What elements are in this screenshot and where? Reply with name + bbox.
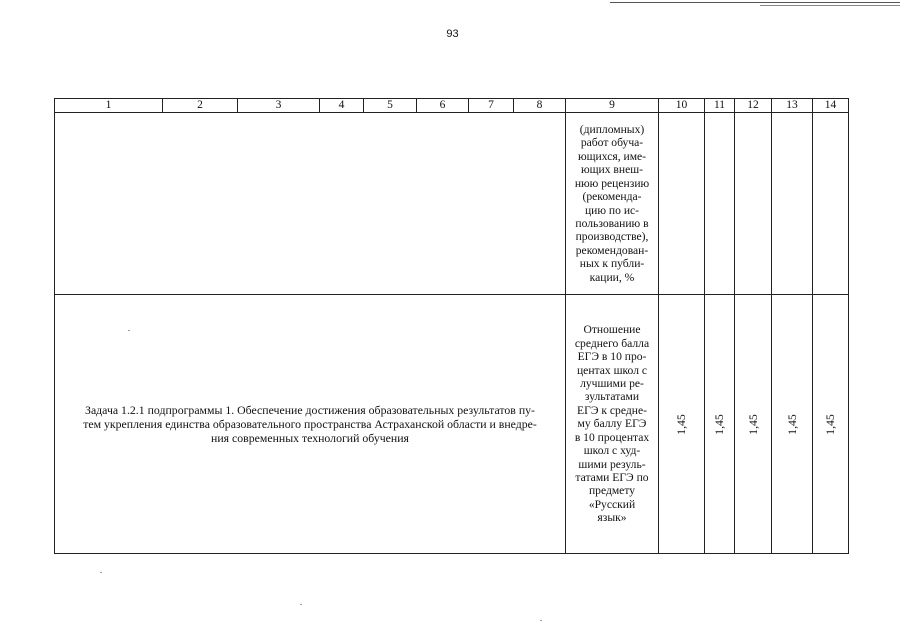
indicator-line: в 10 процентах bbox=[574, 430, 650, 444]
indicator-line: ющих внеш- bbox=[580, 163, 644, 177]
indicator-line: (дипломных) bbox=[579, 123, 645, 137]
value-text: 1,45 bbox=[674, 413, 688, 435]
task-line: ния современных технологий обучения bbox=[211, 431, 409, 445]
indicator-cell bbox=[566, 113, 659, 295]
indicator-table bbox=[54, 98, 849, 554]
header-cell-10: 10 bbox=[659, 99, 705, 113]
header-cell-6: 6 bbox=[417, 99, 469, 113]
value-cell-13 bbox=[772, 113, 813, 295]
header-cell-11: 11 bbox=[705, 99, 735, 113]
indicator-line: пользованию в bbox=[575, 216, 649, 230]
indicator-line: ющихся, име- bbox=[577, 149, 647, 163]
scan-top-rule-secondary bbox=[760, 5, 900, 6]
value-text: 1,45 bbox=[823, 413, 837, 435]
header-cell-9: 9 bbox=[566, 99, 659, 113]
indicator-line: центах школ с bbox=[576, 363, 648, 377]
value-text: 1,45 bbox=[784, 413, 799, 435]
table-row bbox=[55, 113, 849, 295]
scan-speck bbox=[100, 572, 102, 573]
header-cell-7: 7 bbox=[469, 99, 514, 113]
header-row bbox=[55, 99, 849, 113]
indicator-line: «Русский bbox=[588, 497, 636, 511]
indicator-line: лучшими ре- bbox=[580, 377, 644, 391]
header-cell-3: 3 bbox=[238, 99, 320, 113]
indicator-line: предмету bbox=[588, 484, 636, 498]
indicator-line: му баллу ЕГЭ bbox=[577, 417, 647, 431]
table-row bbox=[55, 295, 849, 554]
indicator-line: работ обуча- bbox=[580, 136, 644, 150]
indicator-line: ных к публи- bbox=[579, 257, 645, 271]
value-cell-14 bbox=[813, 113, 849, 295]
header-cell-1: 1 bbox=[55, 99, 163, 113]
task-line: Задача 1.2.1 подпрограммы 1. Обеспечение достижения образовательных результатов пу- bbox=[85, 403, 535, 417]
indicator-line: производстве), bbox=[575, 230, 649, 244]
indicator-line: ЕГЭ к средне- bbox=[577, 403, 647, 417]
page-number: 93 bbox=[446, 28, 459, 40]
scan-speck bbox=[540, 620, 542, 621]
task-description-cell bbox=[55, 295, 566, 554]
indicator-line: Отношение bbox=[583, 323, 641, 337]
value-cell-13 bbox=[772, 295, 813, 554]
indicator-line: зультатами bbox=[584, 390, 640, 404]
value-cell-12 bbox=[735, 295, 772, 554]
indicator-line: цию по ис- bbox=[584, 203, 640, 217]
header-cell-8: 8 bbox=[514, 99, 566, 113]
merged-empty-cell bbox=[55, 113, 566, 295]
indicator-line: (рекоменда- bbox=[582, 190, 642, 204]
indicator-line: рекомендован- bbox=[575, 243, 649, 257]
indicator-cell bbox=[566, 295, 659, 554]
indicator-line: нюю рецензию bbox=[574, 176, 650, 190]
value-text: 1,45 bbox=[745, 413, 760, 435]
header-cell-5: 5 bbox=[364, 99, 417, 113]
value-cell-14 bbox=[813, 295, 849, 554]
indicator-line: кации, % bbox=[589, 270, 635, 284]
header-cell-13: 13 bbox=[772, 99, 813, 113]
indicator-line: татами ЕГЭ по bbox=[575, 470, 649, 484]
indicator-line: ЕГЭ в 10 про- bbox=[577, 350, 647, 364]
indicator-line: шими резуль- bbox=[578, 457, 646, 471]
header-cell-2: 2 bbox=[163, 99, 238, 113]
value-text: 1,45 bbox=[712, 413, 726, 435]
task-line: тем укрепления единства образовательного пространства Астраханской области и внедре- bbox=[83, 417, 537, 431]
header-cell-4: 4 bbox=[320, 99, 364, 113]
indicator-line: язык» bbox=[597, 511, 627, 525]
scan-top-rule bbox=[610, 2, 900, 3]
indicator-line: школ с худ- bbox=[583, 444, 641, 458]
header-cell-14: 14 bbox=[813, 99, 849, 113]
scan-speck bbox=[300, 604, 302, 605]
value-cell-11 bbox=[705, 295, 735, 554]
value-cell-10 bbox=[659, 113, 705, 295]
scan-speck bbox=[128, 330, 130, 331]
value-cell-12 bbox=[735, 113, 772, 295]
value-cell-11 bbox=[705, 113, 735, 295]
value-cell-10 bbox=[659, 295, 705, 554]
indicator-line: среднего балла bbox=[574, 336, 650, 350]
header-cell-12: 12 bbox=[735, 99, 772, 113]
